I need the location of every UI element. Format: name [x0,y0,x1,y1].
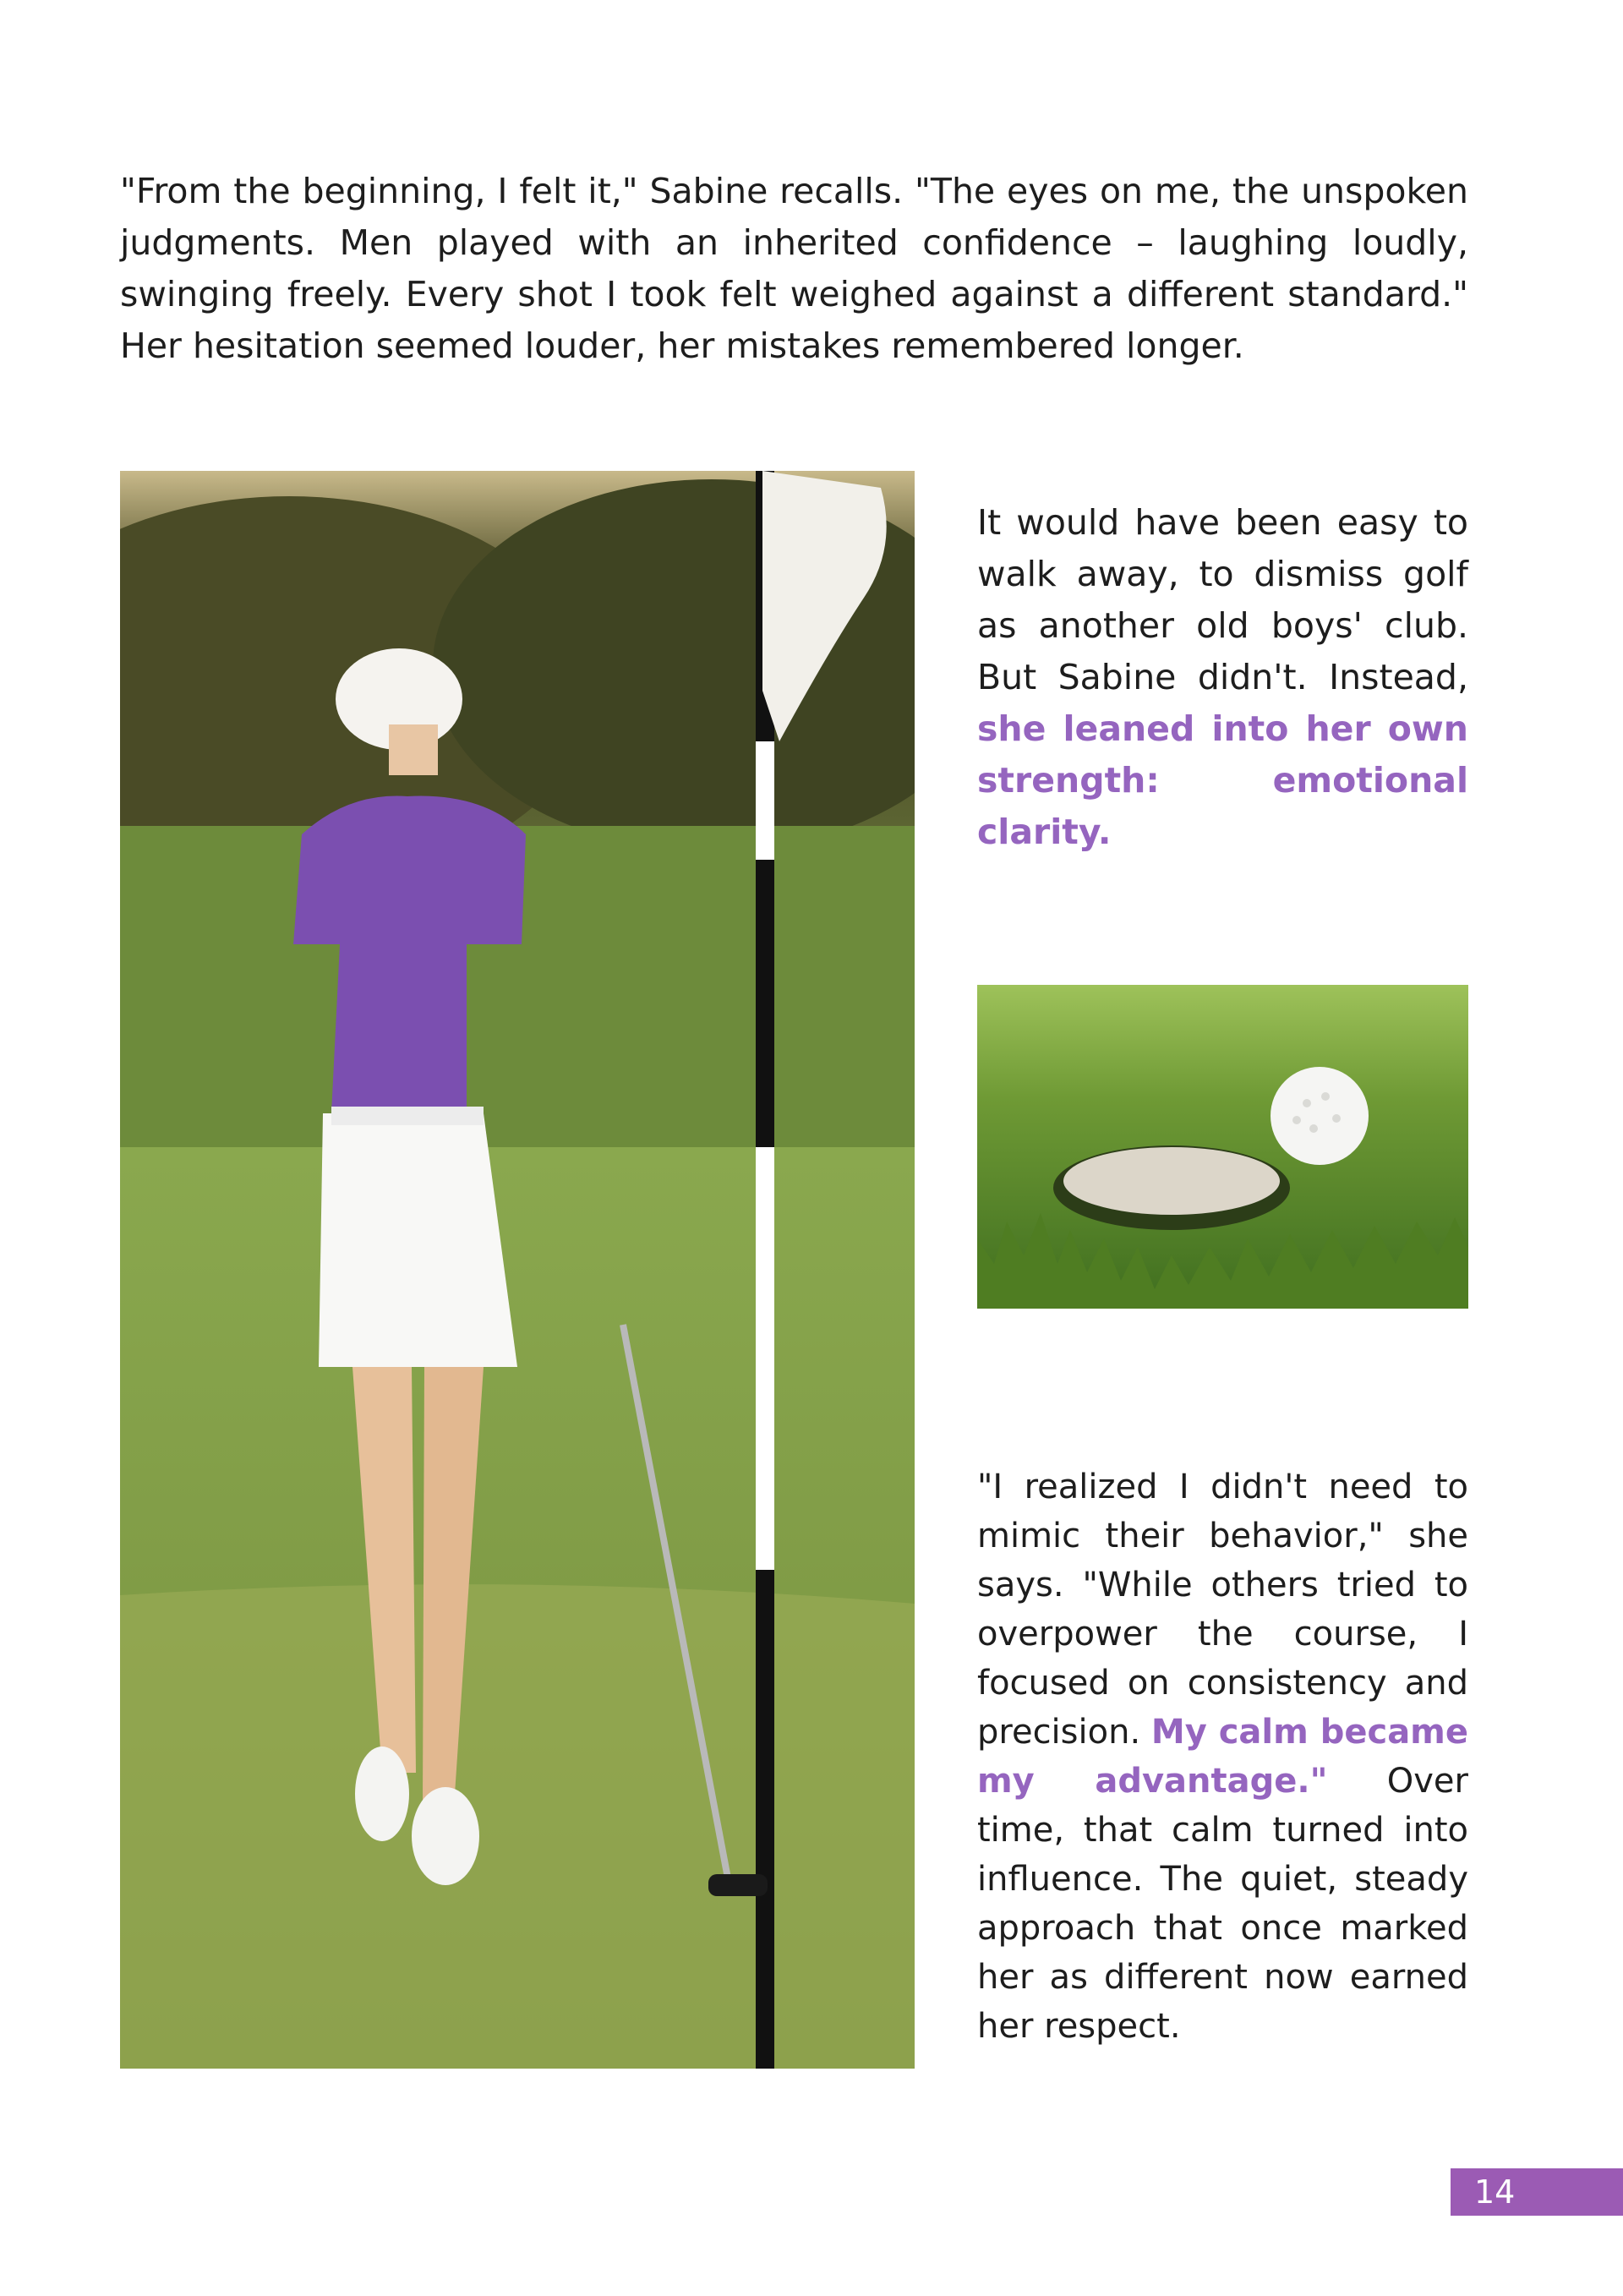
column-paragraph-2 [977,1462,1468,2051]
golf-ball-photo [977,985,1468,1309]
column-paragraph-1 [977,497,1468,858]
paragraph-text: "I realized I didn't need to mimic their behavior," she says. "While others tried to overpower the course, I focused on consistency and precision. [977,1468,1468,1752]
highlight-quote: My calm became my advantage." [977,1713,1468,1801]
page-number: 14 [1451,2168,1623,2216]
highlight-quote: she leaned into her own strength: emotional clarity. [977,708,1468,852]
paragraph-text: Over time, that calm turned into influence. The quiet, steady approach that once marked her as different now earned her respect. [977,1762,1468,2046]
golfer-illustration [120,471,915,2069]
golf-ball-illustration [977,985,1468,1309]
golfer-photo [120,471,915,2069]
paragraph-text: It would have been easy to walk away, to dismiss golf as another old boys' club. But Sabine didn't. Instead, [977,502,1468,697]
intro-paragraph: "From the beginning, I felt it," Sabine recalls. "The eyes on me, the unspoken judgments. Men played with an inherited confidence – laughing loudly, swinging freely. Every shot I took felt weighed against a different standard." Her hesitation seemed louder, her mistakes remembered longer. [120,171,1468,366]
